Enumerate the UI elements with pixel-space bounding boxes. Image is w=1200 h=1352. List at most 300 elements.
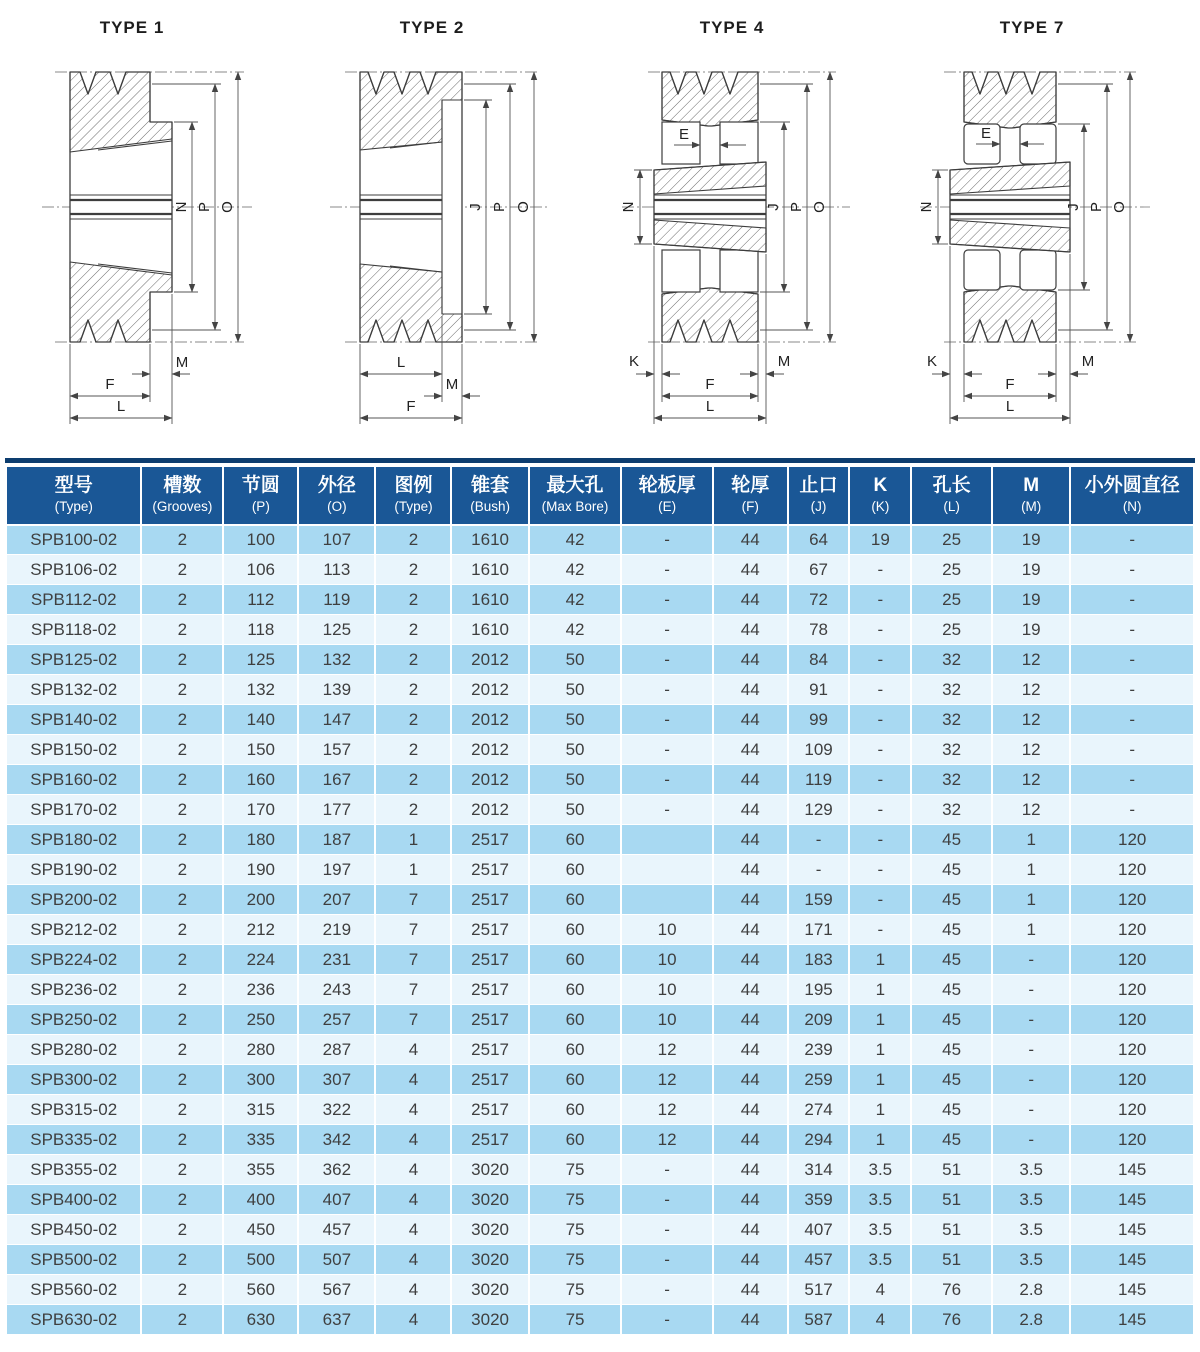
column-header-zh: K (873, 475, 888, 496)
table-cell: 2 (375, 705, 451, 735)
table-cell: 587 (788, 1305, 850, 1335)
table-cell: 2517 (451, 885, 528, 915)
column-header (788, 467, 850, 525)
table-cell: - (1070, 525, 1194, 555)
table-cell: 3020 (451, 1245, 528, 1275)
table-row (6, 1305, 1194, 1335)
table-cell: 457 (788, 1245, 850, 1275)
table-cell: 45 (911, 1065, 992, 1095)
table-cell: 145 (1070, 1215, 1194, 1245)
table-cell: 2517 (451, 1095, 528, 1125)
table-cell: 7 (375, 885, 451, 915)
table-cell: 50 (529, 735, 622, 765)
table-cell: - (849, 585, 911, 615)
table-cell: 257 (298, 1005, 375, 1035)
table-cell: 183 (788, 945, 850, 975)
table-cell: 2517 (451, 975, 528, 1005)
table-cell: 50 (529, 705, 622, 735)
dim-label-m: M (777, 353, 791, 370)
table-cell: - (621, 645, 712, 675)
table-cell: - (1070, 615, 1194, 645)
table-cell: 2 (141, 765, 223, 795)
table-cell: 145 (1070, 1185, 1194, 1215)
column-header (911, 467, 992, 525)
table-cell: 2 (141, 645, 223, 675)
table-cell: 10 (621, 945, 712, 975)
table-cell: 44 (713, 795, 788, 825)
column-header-zh: 图例 (394, 475, 433, 496)
table-cell: 3.5 (849, 1185, 911, 1215)
table-cell: 3.5 (992, 1245, 1070, 1275)
table-cell: 170 (223, 795, 298, 825)
table-cell: 2012 (451, 795, 528, 825)
table-cell: 3.5 (849, 1155, 911, 1185)
table-cell: 450 (223, 1215, 298, 1245)
pulley-drawing-type-4-icon (600, 42, 900, 446)
table-cell: SPB212-02 (6, 915, 141, 945)
dim-label-j: J (467, 203, 484, 211)
table-cell: 25 (911, 615, 992, 645)
table-cell: 44 (713, 1065, 788, 1095)
table-cell: SPB200-02 (6, 885, 141, 915)
column-header-zh: 轮板厚 (638, 475, 696, 496)
table-cell: 120 (1070, 855, 1194, 885)
table-row (6, 945, 1194, 975)
table-cell: 145 (1070, 1155, 1194, 1185)
table-cell: - (849, 855, 911, 885)
table-cell: 7 (375, 1005, 451, 1035)
table-cell: 42 (529, 585, 622, 615)
table-row (6, 1155, 1194, 1185)
table-cell: 294 (788, 1125, 850, 1155)
table-cell: 76 (911, 1305, 992, 1335)
table-cell: 32 (911, 705, 992, 735)
table-cell: 355 (223, 1155, 298, 1185)
table-cell: 160 (223, 765, 298, 795)
table-cell: 3020 (451, 1275, 528, 1305)
column-header-en: (N) (1122, 498, 1142, 514)
column-header (6, 467, 141, 525)
table-cell: SPB112-02 (6, 585, 141, 615)
diagram-title: TYPE 2 (399, 18, 465, 37)
table-cell: 3.5 (992, 1215, 1070, 1245)
table-cell: 107 (298, 525, 375, 555)
table-cell: 19 (992, 615, 1070, 645)
table-cell: 120 (1070, 825, 1194, 855)
table-cell: 2 (375, 555, 451, 585)
table-top-border (5, 458, 1195, 463)
table-cell: 2 (141, 1095, 223, 1125)
table-cell: - (849, 885, 911, 915)
table-cell: 51 (911, 1185, 992, 1215)
table-cell: 45 (911, 1125, 992, 1155)
table-cell: 307 (298, 1065, 375, 1095)
table-cell: 120 (1070, 1095, 1194, 1125)
table-cell: 125 (223, 645, 298, 675)
table-cell: 51 (911, 1155, 992, 1185)
table-cell: 2 (375, 675, 451, 705)
table-row (6, 705, 1194, 735)
table-cell: 7 (375, 945, 451, 975)
table-cell: 4 (375, 1125, 451, 1155)
table-cell: - (992, 1065, 1070, 1095)
table-cell: - (992, 1095, 1070, 1125)
table-cell: 159 (788, 885, 850, 915)
table-cell: 2517 (451, 1065, 528, 1095)
table-cell: 2 (141, 1005, 223, 1035)
table-cell: SPB132-02 (6, 675, 141, 705)
table-cell: 60 (529, 1005, 622, 1035)
diagram-type-1 (0, 4, 300, 456)
table-cell: 400 (223, 1185, 298, 1215)
table-cell: 120 (1070, 915, 1194, 945)
table-row (6, 615, 1194, 645)
table-cell: 45 (911, 1035, 992, 1065)
diagram-title: TYPE 7 (999, 18, 1065, 37)
table-cell: 2 (375, 585, 451, 615)
dim-label-f: F (105, 376, 115, 393)
table-cell: - (621, 555, 712, 585)
table-cell: 12 (992, 675, 1070, 705)
table-cell: 637 (298, 1305, 375, 1335)
column-header (141, 467, 223, 525)
table-cell: 50 (529, 765, 622, 795)
table-cell: 120 (1070, 945, 1194, 975)
column-header (849, 467, 911, 525)
dim-label-o: O (811, 201, 828, 213)
table-cell: 274 (788, 1095, 850, 1125)
diagram-title: TYPE 4 (699, 18, 765, 37)
table-cell: - (621, 735, 712, 765)
column-header-en: (L) (943, 498, 960, 514)
column-header (451, 467, 528, 525)
spec-table-section (0, 458, 1200, 1335)
table-cell: 2 (141, 1215, 223, 1245)
table-cell: - (621, 1275, 712, 1305)
table-cell: - (849, 735, 911, 765)
table-cell: - (621, 1305, 712, 1335)
table-cell: - (849, 915, 911, 945)
table-cell: 2517 (451, 855, 528, 885)
table-row (6, 885, 1194, 915)
table-cell: - (1070, 705, 1194, 735)
diagrams-section (0, 0, 1200, 456)
table-row (6, 1005, 1194, 1035)
table-cell: 2 (141, 705, 223, 735)
table-cell: 167 (298, 765, 375, 795)
table-cell: 145 (1070, 1305, 1194, 1335)
dim-label-k: K (628, 353, 640, 370)
table-cell: 12 (992, 795, 1070, 825)
table-cell: 150 (223, 735, 298, 765)
table-cell: 12 (621, 1095, 712, 1125)
table-cell: 2 (375, 765, 451, 795)
table-cell: 335 (223, 1125, 298, 1155)
table-cell: SPB160-02 (6, 765, 141, 795)
column-header-en: (P) (251, 498, 270, 514)
table-cell: 2 (141, 825, 223, 855)
table-cell: 1610 (451, 585, 528, 615)
table-cell: 2517 (451, 1125, 528, 1155)
dim-label-l: L (116, 398, 126, 415)
column-header (713, 467, 788, 525)
table-cell: 75 (529, 1185, 622, 1215)
dim-label-p: P (1088, 201, 1105, 213)
table-cell: 44 (713, 555, 788, 585)
table-cell: 99 (788, 705, 850, 735)
table-cell: SPB180-02 (6, 825, 141, 855)
table-row (6, 1215, 1194, 1245)
table-cell: 4 (375, 1305, 451, 1335)
table-cell: - (621, 615, 712, 645)
pulley-drawing-type-7-icon (900, 42, 1200, 446)
column-header-en: (K) (871, 498, 890, 514)
column-header-en: (J) (810, 498, 827, 514)
dim-label-e: E (980, 125, 992, 142)
table-cell: 44 (713, 1095, 788, 1125)
table-cell: - (621, 795, 712, 825)
table-cell: 2012 (451, 765, 528, 795)
table-cell: 51 (911, 1245, 992, 1275)
table-cell: 4 (849, 1275, 911, 1305)
table-cell: 1 (849, 1005, 911, 1035)
table-cell: 44 (713, 1005, 788, 1035)
table-cell: 44 (713, 885, 788, 915)
table-cell: 7 (375, 975, 451, 1005)
column-header-zh: 槽数 (163, 475, 202, 496)
table-row (6, 765, 1194, 795)
table-cell: 72 (788, 585, 850, 615)
table-cell: 44 (713, 855, 788, 885)
diagram-title: TYPE 1 (99, 18, 165, 37)
table-cell: 2012 (451, 675, 528, 705)
table-cell: 44 (713, 825, 788, 855)
table-cell: 236 (223, 975, 298, 1005)
table-cell: - (849, 795, 911, 825)
table-cell: 120 (1070, 1125, 1194, 1155)
table-cell: 19 (992, 525, 1070, 555)
table-row (6, 645, 1194, 675)
table-cell: - (1070, 765, 1194, 795)
table-cell: 3.5 (992, 1185, 1070, 1215)
table-cell: 132 (223, 675, 298, 705)
table-cell: 2 (141, 1275, 223, 1305)
table-cell: 3.5 (849, 1215, 911, 1245)
table-cell: 118 (223, 615, 298, 645)
column-header (992, 467, 1070, 525)
table-cell: 119 (788, 765, 850, 795)
table-cell: 2 (141, 615, 223, 645)
table-cell: 60 (529, 945, 622, 975)
table-cell: 60 (529, 1095, 622, 1125)
table-cell: 314 (788, 1155, 850, 1185)
table-cell: 630 (223, 1305, 298, 1335)
table-cell: 4 (375, 1215, 451, 1245)
table-cell: 60 (529, 885, 622, 915)
table-cell: 4 (375, 1065, 451, 1095)
column-header-zh: 锥套 (471, 475, 510, 496)
column-header-zh: 小外圆直径 (1084, 475, 1180, 496)
table-cell: - (992, 1125, 1070, 1155)
table-cell: 250 (223, 1005, 298, 1035)
table-cell: 60 (529, 1125, 622, 1155)
table-cell: 45 (911, 915, 992, 945)
diagram-type-2 (300, 4, 600, 456)
table-cell (621, 885, 712, 915)
table-cell: SPB335-02 (6, 1125, 141, 1155)
table-cell: 75 (529, 1305, 622, 1335)
table-cell: 195 (788, 975, 850, 1005)
table-body (6, 525, 1194, 1335)
table-cell: 112 (223, 585, 298, 615)
table-cell: 1 (849, 975, 911, 1005)
table-cell: 12 (992, 645, 1070, 675)
dim-label-m: M (1081, 353, 1095, 370)
table-cell: 44 (713, 1035, 788, 1065)
table-cell: 243 (298, 975, 375, 1005)
table-cell: 1 (849, 1125, 911, 1155)
table-cell: - (992, 975, 1070, 1005)
table-cell: 3020 (451, 1185, 528, 1215)
table-cell: 2 (141, 1155, 223, 1185)
table-cell: 32 (911, 735, 992, 765)
table-row (6, 975, 1194, 1005)
table-cell: 139 (298, 675, 375, 705)
table-cell: 25 (911, 555, 992, 585)
table-cell: 259 (788, 1065, 850, 1095)
table-cell: 125 (298, 615, 375, 645)
table-cell: 44 (713, 735, 788, 765)
table-cell: 2517 (451, 915, 528, 945)
table-cell: 84 (788, 645, 850, 675)
table-cell: 19 (849, 525, 911, 555)
table-row (6, 1275, 1194, 1305)
table-cell: 50 (529, 795, 622, 825)
table-cell: 67 (788, 555, 850, 585)
table-cell: 1610 (451, 555, 528, 585)
table-cell: SPB315-02 (6, 1095, 141, 1125)
dim-label-l: L (1005, 398, 1015, 415)
table-cell: - (849, 705, 911, 735)
table-cell: 44 (713, 705, 788, 735)
table-cell: 44 (713, 525, 788, 555)
pulley-drawing-type-2-icon (300, 42, 600, 446)
table-cell: 1 (375, 825, 451, 855)
table-cell: 45 (911, 945, 992, 975)
table-cell: 44 (713, 1155, 788, 1185)
table-cell: SPB224-02 (6, 945, 141, 975)
table-cell: - (621, 765, 712, 795)
table-cell: 2 (375, 795, 451, 825)
table-cell: 32 (911, 675, 992, 705)
table-row (6, 525, 1194, 555)
table-cell: - (621, 1215, 712, 1245)
table-cell: 129 (788, 795, 850, 825)
table-cell: SPB630-02 (6, 1305, 141, 1335)
dim-label-n: N (918, 201, 935, 213)
table-cell: SPB125-02 (6, 645, 141, 675)
table-cell: 171 (788, 915, 850, 945)
dim-label-p: P (491, 201, 508, 213)
table-cell: 4 (375, 1275, 451, 1305)
table-cell: 120 (1070, 1065, 1194, 1095)
dim-label-p: P (196, 201, 213, 213)
dim-label-o: O (1111, 201, 1128, 213)
column-header-en: (Max Bore) (541, 498, 609, 514)
table-cell: 1610 (451, 525, 528, 555)
table-cell: 2 (141, 945, 223, 975)
table-cell: 407 (788, 1215, 850, 1245)
table-cell: - (788, 825, 850, 855)
table-cell: 3020 (451, 1215, 528, 1245)
table-row (6, 915, 1194, 945)
table-cell: SPB236-02 (6, 975, 141, 1005)
table-cell: 60 (529, 825, 622, 855)
table-cell: SPB400-02 (6, 1185, 141, 1215)
table-cell: 2 (375, 735, 451, 765)
table-cell: 75 (529, 1215, 622, 1245)
column-header-en: (Grooves) (152, 498, 213, 514)
table-cell: 4 (375, 1095, 451, 1125)
table-cell: 44 (713, 915, 788, 945)
table-cell: 224 (223, 945, 298, 975)
table-cell: 2012 (451, 705, 528, 735)
table-cell: - (849, 825, 911, 855)
table-cell: SPB140-02 (6, 705, 141, 735)
table-cell: 42 (529, 555, 622, 585)
table-cell: 25 (911, 585, 992, 615)
table-cell: 231 (298, 945, 375, 975)
table-cell: 12 (621, 1035, 712, 1065)
table-cell: 4 (375, 1035, 451, 1065)
table-row (6, 555, 1194, 585)
table-cell: 2 (141, 1245, 223, 1275)
table-cell: 60 (529, 855, 622, 885)
column-header (223, 467, 298, 525)
table-cell: SPB150-02 (6, 735, 141, 765)
table-cell: - (1070, 585, 1194, 615)
table-cell: 12 (621, 1125, 712, 1155)
table-cell: 3.5 (992, 1155, 1070, 1185)
column-header (375, 467, 451, 525)
table-cell: 100 (223, 525, 298, 555)
column-header-zh: 轮厚 (731, 475, 770, 496)
table-cell: 180 (223, 825, 298, 855)
table-cell: 91 (788, 675, 850, 705)
column-header-zh: 最大孔 (546, 475, 604, 496)
table-cell: - (1070, 645, 1194, 675)
table-cell: - (621, 1185, 712, 1215)
table-cell: 120 (1070, 975, 1194, 1005)
table-cell: 19 (992, 585, 1070, 615)
header-row (6, 467, 1194, 525)
table-cell: - (849, 765, 911, 795)
table-cell: - (1070, 555, 1194, 585)
table-cell: 44 (713, 645, 788, 675)
table-cell: 106 (223, 555, 298, 585)
table-cell: - (992, 945, 1070, 975)
column-header (529, 467, 622, 525)
table-cell: SPB300-02 (6, 1065, 141, 1095)
column-header (298, 467, 375, 525)
table-cell: 44 (713, 1185, 788, 1215)
table-cell: 32 (911, 645, 992, 675)
table-cell: 2 (141, 585, 223, 615)
table-cell: 2517 (451, 825, 528, 855)
table-cell: SPB280-02 (6, 1035, 141, 1065)
table-cell: 1 (849, 1065, 911, 1095)
table-cell: - (788, 855, 850, 885)
